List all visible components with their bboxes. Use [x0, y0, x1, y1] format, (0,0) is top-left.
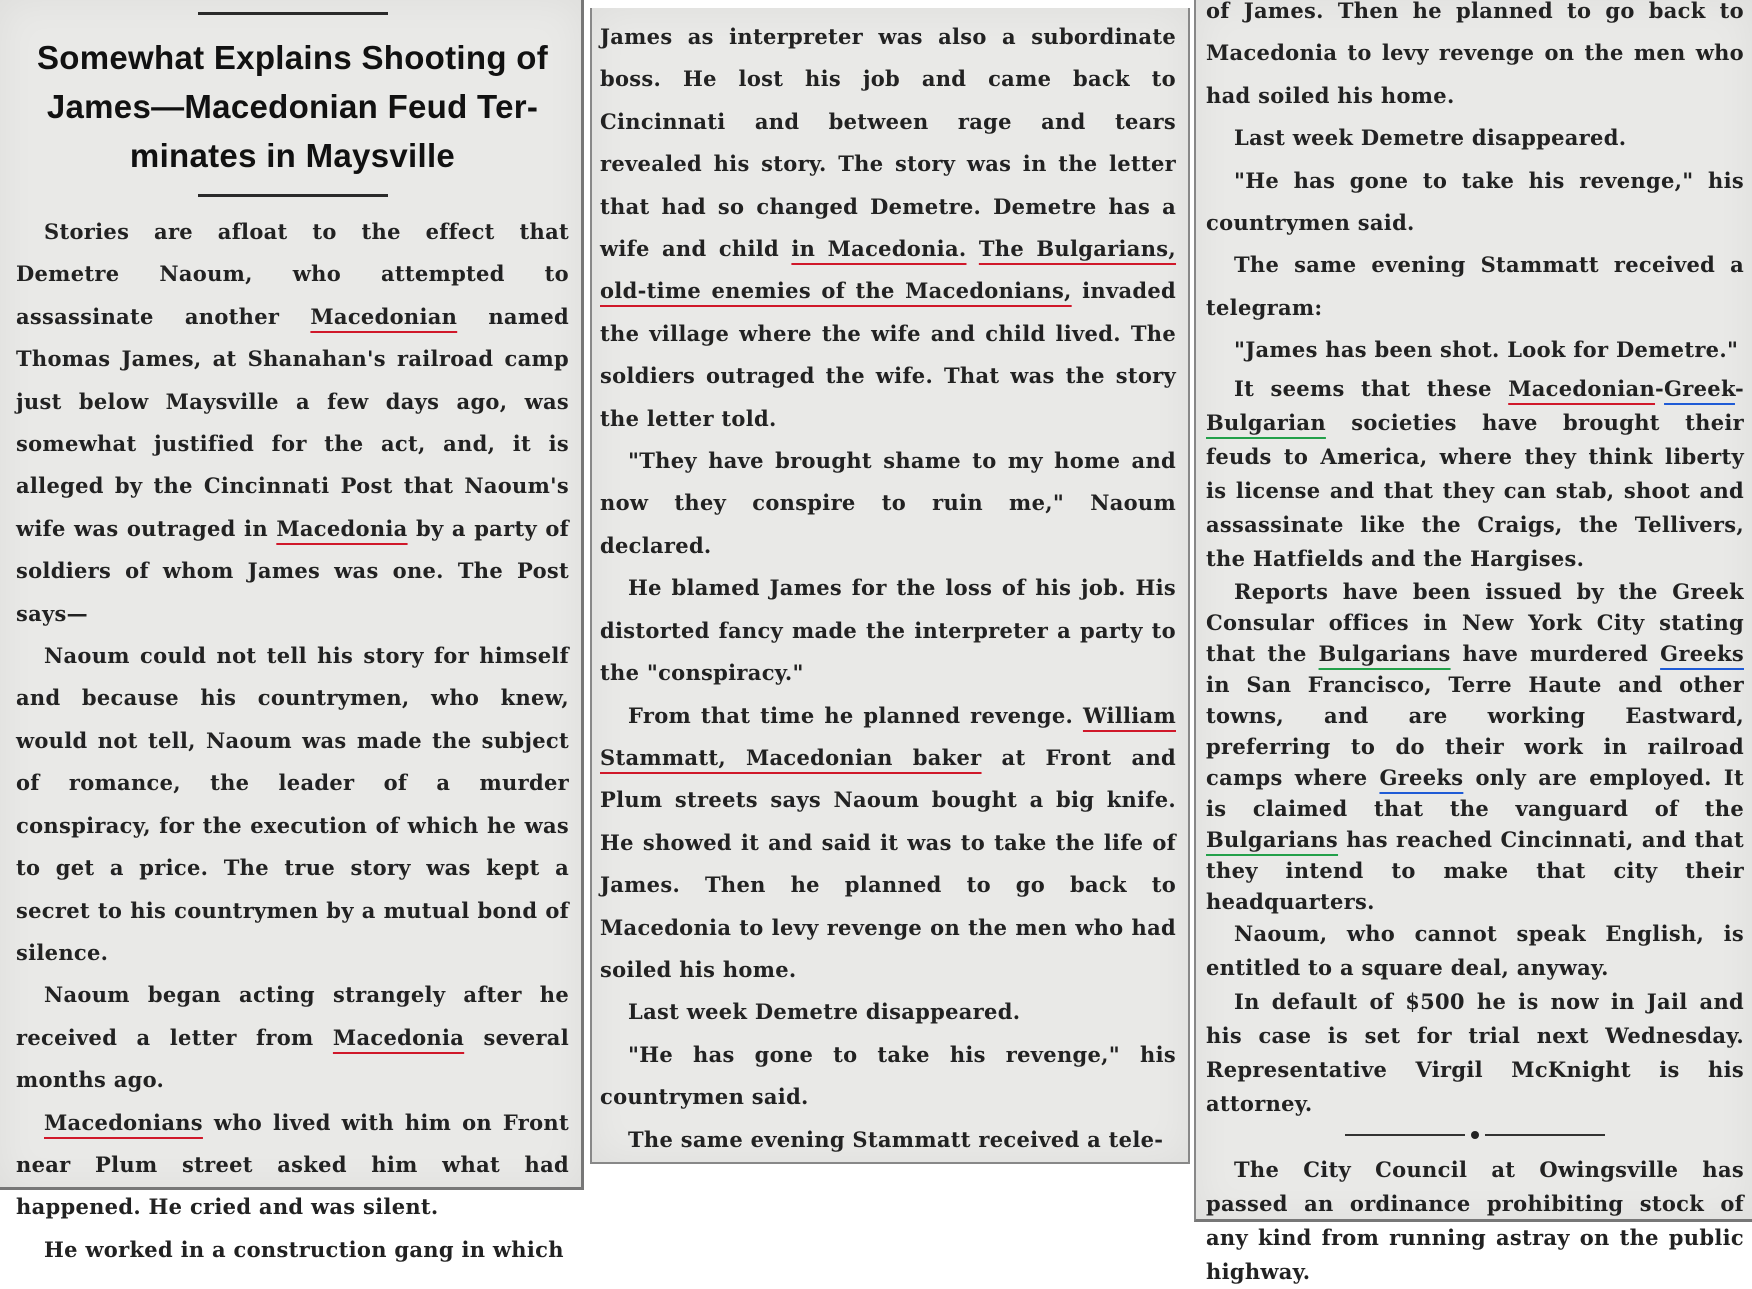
paragraph: Reports have been issued by the Greek Consular offices in New York City stating that the Bulgarians have murdered Greeks in San Francisco, Terre Haute and other towns, and are working Eastward, preferring to do their work in railroad camps where Greeks only are employed. It is claimed that the vanguard of the Bulgarians has reached Cincinnati, and that they intend to make that city their headquarters.	[1206, 578, 1744, 914]
paragraph: "He has gone to take his revenge," his countrymen said.	[1206, 167, 1744, 236]
headline-line-2: James—Macedonian Feud Ter-	[46, 88, 539, 125]
paragraph: Naoum began acting strangely after he received a letter from Macedonia several months ago.	[16, 982, 569, 1093]
highlight-greek: Greeks	[1379, 764, 1464, 790]
paragraph: He blamed James for the loss of his job. His distorted fancy made the interpreter a party to the "conspiracy."	[600, 575, 1176, 686]
paragraph: He worked in a construction gang in which	[44, 1236, 564, 1262]
paragraph: Last week Demetre disappeared.	[628, 999, 1021, 1025]
highlight-greek: Greek	[1664, 375, 1735, 401]
article-headline	[16, 33, 569, 180]
newspaper-column-3	[1194, 0, 1752, 1284]
paragraph: It seems that these Macedonian-Greek-Bulgarian societies have brought their feuds to America, where they think liberty is license and that they can stab, shoot and assassinate like the Craigs, the Tellivers, the Hatfields and the Hargises.	[1206, 375, 1744, 571]
paragraph: Last week Demetre disappeared.	[1234, 125, 1627, 151]
paragraph: The same evening Stammatt received a tele-	[628, 1126, 1164, 1152]
paragraph: The City Council at Owingsville has passed an ordinance prohibiting stock of any kind from running astray on the public highway.	[1206, 1156, 1744, 1284]
paragraph: James as interpreter was also a subordinate boss. He lost his job and came back to Cincinnati and between rage and tears revealed his story. The story was in the letter that had so changed Demetre. Demetre has a wife and child in Macedonia. The Bulgarians, old-time enemies of the Macedonians, invaded the village where the wife and child lived. The soldiers outraged the wife. That was the story the letter told.	[600, 24, 1177, 431]
highlight-macedonian: in Macedonia.	[791, 236, 967, 262]
paragraph: In default of $500 he is now in Jail and his case is set for trial next Wednesday. Representative Virgil McKnight is his attorney.	[1206, 988, 1744, 1116]
highlight-macedonian: Macedonia	[276, 515, 408, 541]
newspaper-column-1	[0, 0, 584, 1262]
newspaper-column-2	[590, 8, 1190, 1164]
paragraph: Naoum, who cannot speak English, is entitled to a square deal, anyway.	[1206, 920, 1744, 980]
highlight-macedonian: Macedonian	[1508, 375, 1656, 401]
paragraph: From that time he planned revenge. William Stammatt, Macedonian baker at Front and Plum streets says Naoum bought a big knife. He showed it and said it was to take the life of James. Then he planned to go back to Macedonia to levy revenge on the men who had soiled his home.	[600, 702, 1176, 982]
highlight-bulgarian: Bulgarians	[1206, 826, 1339, 852]
paragraph: of James. Then he planned to go back to Macedonia to levy revenge on the men who had soiled his home.	[1206, 0, 1744, 108]
paragraph: The same evening Stammatt received a telegram:	[1206, 252, 1744, 320]
section-divider	[1206, 1125, 1744, 1145]
paragraph: Naoum could not tell his story for himself and because his countrymen, who knew, would not tell, Naoum was made the subject of romance, the leader of a murder conspiracy, for the execution of which he was to get a price. The true story was kept a secret to his countrymen by a mutual bond of silence.	[16, 643, 569, 965]
paragraph: "He has gone to take his revenge," his countrymen said.	[600, 1041, 1176, 1110]
headline-line-1: Somewhat Explains Shooting of	[36, 39, 549, 76]
highlight-macedonian: William Stammatt, Macedonian baker	[600, 702, 1176, 770]
highlight-bulgarian: Bulgarians	[1318, 640, 1451, 666]
headline-rule	[198, 194, 388, 197]
paragraph: "They have brought shame to my home and now they conspire to ruin me," Naoum declared.	[600, 448, 1176, 558]
highlight-macedonian: Macedonians	[44, 1109, 203, 1135]
paragraph: Stories are afloat to the effect that Demetre Naoum, who attempted to assassinate another Macedonian named Thomas James, at Shanahan's railroad camp just below Maysville a few days ago, was somewhat justified for the act, and, it is alleged by the Cincinnati Post that Naoum's wife was outraged in Macedonia by a party of soldiers of whom James was one. The Post says—	[16, 219, 570, 626]
highlight-macedonian: Macedonian	[310, 303, 458, 329]
top-rule	[198, 12, 388, 15]
paragraph: "James has been shot. Look for Demetre."	[1234, 337, 1739, 363]
highlight-macedonian: The Bulgarians, old-time enemies of the Macedonians,	[600, 236, 1177, 304]
highlight-bulgarian: Bulgarian	[1206, 409, 1326, 435]
headline-line-3: minates in Maysville	[129, 137, 456, 174]
highlight-greek: Greeks	[1660, 640, 1744, 666]
paragraph: Macedonians who lived with him on Front near Plum street asked him what had happened. He cried and was silent.	[16, 1109, 569, 1220]
highlight-macedonian: Macedonia	[332, 1024, 465, 1050]
